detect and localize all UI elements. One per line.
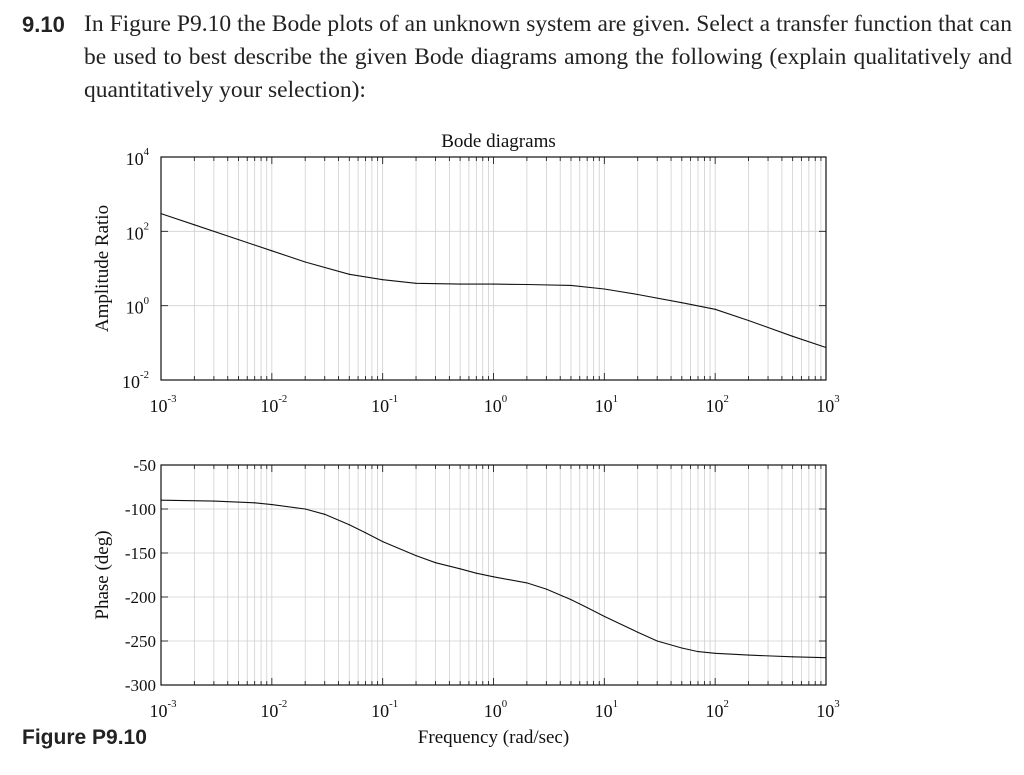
y-tick-label: -300 [124,676,156,695]
data-point [715,309,716,310]
data-point [415,555,416,556]
y-tick-label: -250 [124,632,156,651]
problem-text: In Figure P9.10 the Bode plots of an unknown system are given. Select a transfer function that can be used to best describe the given Bode diagrams among the following (explain qualitatively and quantitatively your selection): [84,11,1012,103]
data-point [792,336,793,337]
data-point [460,284,461,285]
x-tick-label: $10^1$ [594,393,619,416]
data-point [238,239,239,240]
x-tick-label: $10^2$ [705,698,729,721]
data-point [570,599,571,600]
problem-number: 9.10 [22,12,65,37]
x-tick-label: $10^3$ [816,698,840,721]
y-tick-label: $10^0$ [125,294,149,318]
data-point [570,285,571,286]
x-tick-label: $10^0$ [483,698,508,721]
data-point [213,500,214,501]
data-point [715,653,716,654]
data-point [365,532,366,533]
data-point [526,582,527,583]
data-point [160,213,161,214]
data-point [587,607,588,608]
y-axis-label-amplitude: Amplitude Ratio [92,204,113,333]
data-point [382,541,383,542]
data-point [604,616,605,617]
x-tick-label: $10^{-1}$ [371,698,399,721]
figure-caption: Figure P9.10 [22,726,147,749]
data-point [748,320,749,321]
data-point [305,261,306,262]
data-point [637,294,638,295]
data-point [526,284,527,285]
x-tick-label: $10^1$ [594,698,619,721]
data-point [349,524,350,525]
y-tick-label: $10^{-2}$ [122,369,149,392]
data-point [681,302,682,303]
data-point [415,283,416,284]
data-point [546,588,547,589]
data-point [825,347,826,348]
data-point [681,647,682,648]
y-tick-label: -200 [124,588,156,607]
y-tick-label: $10^2$ [125,220,149,244]
data-point [493,576,494,577]
data-point [305,508,306,509]
data-point [254,502,255,503]
data-point [382,279,383,280]
x-tick-label: $10^3$ [816,393,840,416]
data-point [825,657,826,658]
x-tick-label: $10^0$ [483,393,508,416]
magnitude-plot [92,131,840,416]
data-point [792,656,793,657]
data-point [271,250,272,251]
x-tick-label: $10^{-3}$ [149,698,177,721]
data-point [194,224,195,225]
x-tick-label: $10^{-3}$ [149,393,177,416]
data-point [697,651,698,652]
x-tick-label: $10^{-2}$ [260,698,288,721]
phase-plot [92,456,840,748]
data-point [435,562,436,563]
x-tick-label: $10^2$ [705,393,729,416]
y-tick-label: -50 [133,456,156,475]
x-tick-label: $10^{-1}$ [371,393,399,416]
data-point [349,274,350,275]
data-point [271,504,272,505]
data-point [657,640,658,641]
data-point [324,514,325,515]
x-tick-label: $10^{-2}$ [260,393,288,416]
y-tick-label: $10^4$ [125,146,149,169]
y-tick-label: -100 [124,500,156,519]
data-point [460,568,461,569]
y-axis-label-phase: Phase (deg) [92,530,113,620]
y-tick-label: -150 [124,544,156,563]
data-point [604,288,605,289]
data-point [476,573,477,574]
data-point [160,500,161,501]
data-point [637,632,638,633]
data-point [493,284,494,285]
chart-title: Bode diagrams [441,131,556,152]
data-point [748,654,749,655]
x-axis-label: Frequency (rad/sec) [417,727,570,748]
